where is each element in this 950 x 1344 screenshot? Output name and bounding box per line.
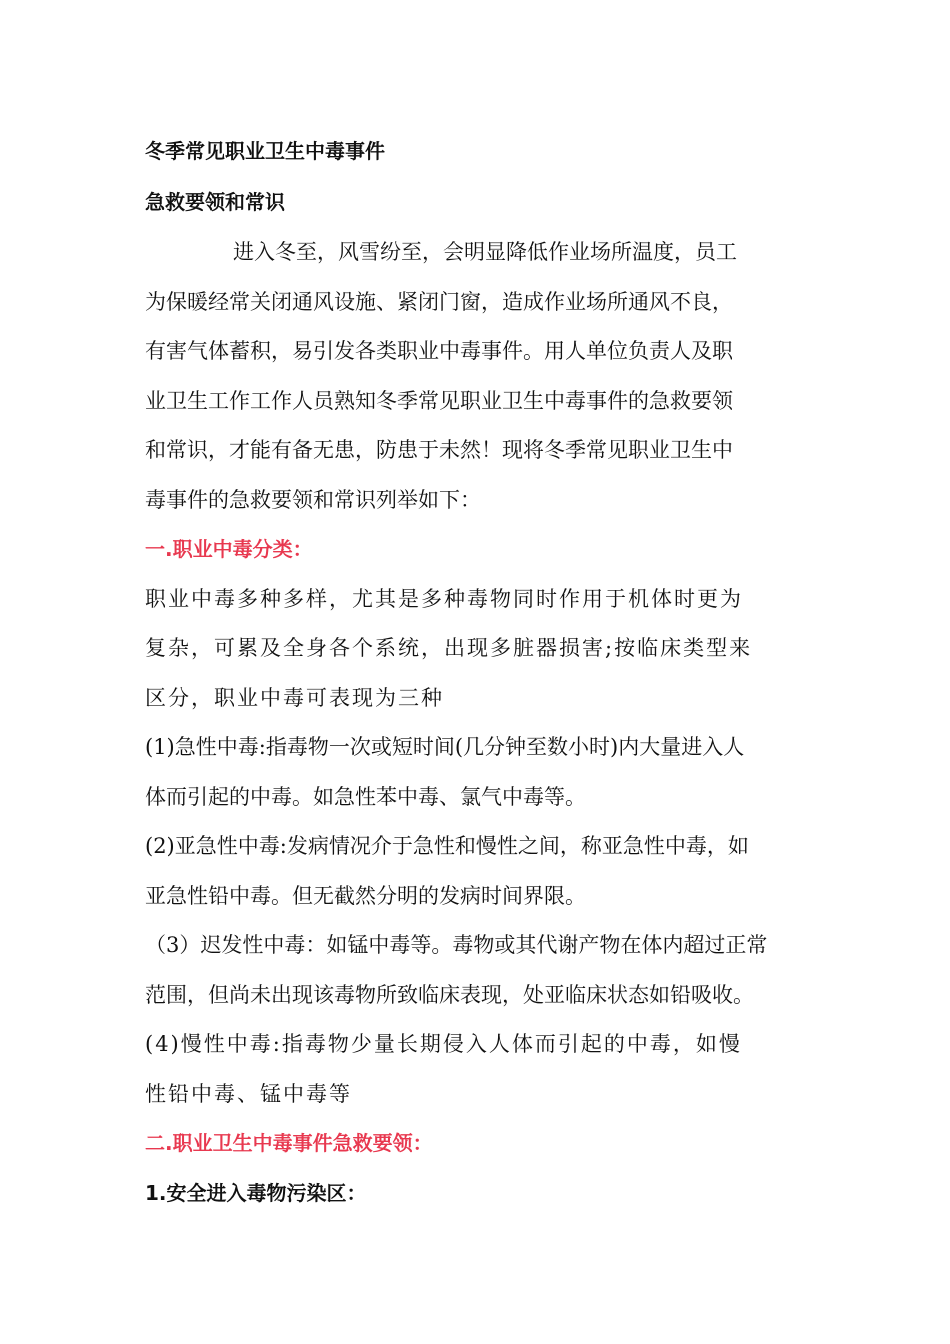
document-title-line2: 急救要领和常识: [145, 190, 285, 214]
item1-line: (1)急性中毒:指毒物一次或短时间(几分钟至数小时)内大量进入人: [145, 735, 745, 759]
item1-acute-poisoning: [145, 723, 805, 822]
intro-paragraph: [145, 228, 805, 525]
subsection1-heading: 1.安全进入毒物污染区：: [145, 1180, 367, 1205]
item1-line: 体而引起的中毒。如急性苯中毒、氯气中毒等。: [145, 784, 586, 809]
item2-line: (2)亚急性中毒:发病情况介于急性和慢性之间，称亚急性中毒，如: [145, 834, 749, 858]
section1-heading: 一.职业中毒分类：: [145, 537, 313, 561]
item3-line: （3）迟发性中毒：如锰中毒等。毒物或其代谢产物在体内超过正常: [145, 933, 768, 957]
item4-line: 性铅中毒、锰中毒等: [145, 1081, 352, 1106]
item4-chronic-poisoning: [145, 1020, 805, 1119]
item2-line: 亚急性铅中毒。但无截然分明的发病时间界限。: [145, 883, 586, 908]
section1-intro-paragraph: [145, 575, 805, 724]
item4-line: (4)慢性中毒:指毒物少量长期侵入人体而引起的中毒，如慢: [145, 1032, 742, 1056]
section1-intro-line: 区分，职业中毒可表现为三种: [145, 685, 444, 710]
intro-line: 为保暖经常关闭通风设施、紧闭门窗，造成作业场所通风不良，: [145, 289, 733, 314]
document-body: [145, 126, 805, 1218]
intro-line: 有害气体蓄积，易引发各类职业中毒事件。用人单位负责人及职: [145, 339, 733, 363]
item3-line: 范围，但尚未出现该毒物所致临床表现，处亚临床状态如铅吸收。: [145, 982, 754, 1007]
section1-intro-line: 职业中毒多种多样，尤其是多种毒物同时作用于机体时更为: [145, 586, 743, 611]
intro-line: 和常识，才能有备无患，防患于未然！现将冬季常见职业卫生中: [145, 438, 733, 462]
intro-line: 业卫生工作工作人员熟知冬季常见职业卫生中毒事件的急救要领: [145, 388, 733, 413]
section2-heading: 二.职业卫生中毒事件急救要领：: [145, 1131, 433, 1155]
item2-subacute-poisoning: [145, 822, 805, 921]
document-title-line1: 冬季常见职业卫生中毒事件: [145, 139, 385, 163]
section1-intro-line: 复杂，可累及全身各个系统，出现多脏器损害;按临床类型来: [145, 636, 753, 660]
item3-delayed-poisoning: [145, 921, 805, 1020]
intro-line: 毒事件的急救要领和常识列举如下：: [145, 487, 481, 512]
intro-line: 进入冬至，风雪纷至，会明显降低作业场所温度，员工: [233, 240, 737, 264]
